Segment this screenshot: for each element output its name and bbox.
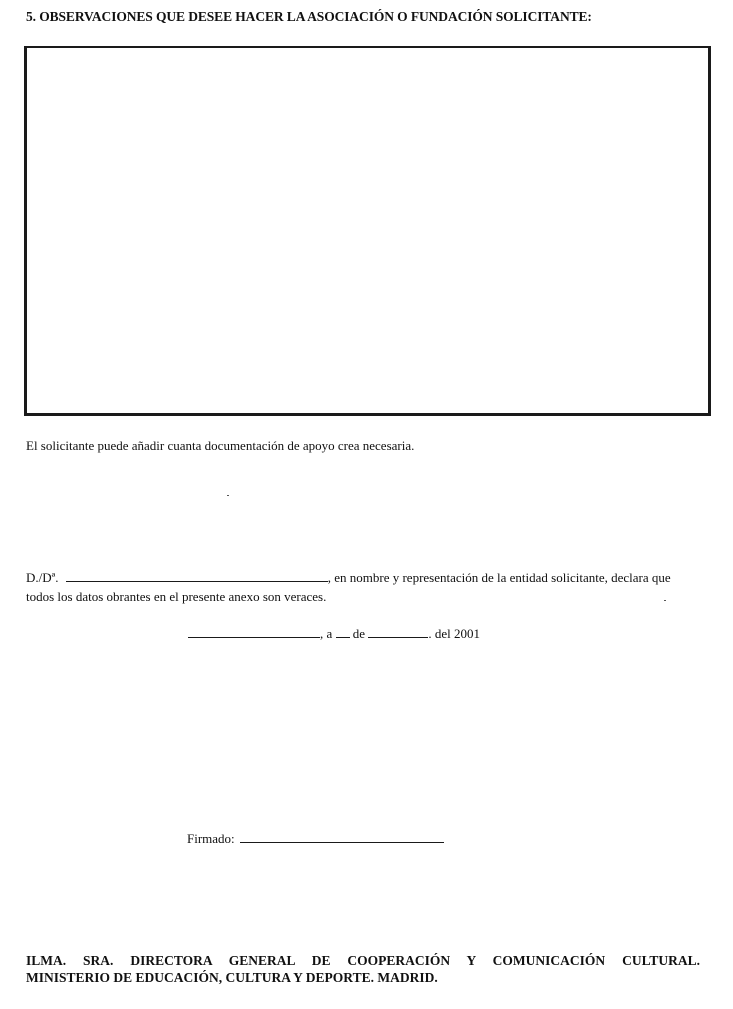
- place-date-line: [0, 626, 480, 642]
- month-field[interactable]: [368, 626, 428, 638]
- declarant-name-field[interactable]: [66, 570, 328, 582]
- addressee-line-2: MINISTERIO DE EDUCACIÓN, CULTURA Y DEPORTE. MADRID.: [26, 970, 438, 985]
- declaration-line-1: [26, 570, 671, 586]
- declaration-line-2: todos los datos obrantes en el presente anexo son veraces.: [26, 589, 327, 604]
- signature-field[interactable]: [240, 831, 444, 843]
- scan-speck: [664, 600, 666, 601]
- date-de-text: de: [352, 626, 366, 641]
- day-field[interactable]: [336, 626, 350, 638]
- addressee-block: [26, 952, 700, 986]
- signature-line: [187, 831, 444, 847]
- date-a-text: , a: [320, 626, 333, 641]
- declaration-line-1-text: , en nombre y representación de la entidad solicitante, declara que: [327, 570, 671, 585]
- section-5-heading: 5. OBSERVACIONES QUE DESEE HACER LA ASOCIACIÓN O FUNDACIÓN SOLICITANTE:: [26, 9, 592, 24]
- date-year-text: . del 2001: [428, 626, 480, 641]
- declarant-prefix: D./Dª.: [26, 570, 59, 585]
- addressee-line-1: ILMA. SRA. DIRECTORA GENERAL DE COOPERACIÓN Y COMUNICACIÓN CULTURAL.: [26, 953, 700, 968]
- scan-speck: [227, 495, 229, 496]
- signature-label: Firmado:: [187, 831, 235, 846]
- supporting-docs-note: El solicitante puede añadir cuanta documentación de apoyo crea necesaria.: [26, 438, 415, 453]
- observations-box[interactable]: [24, 46, 711, 416]
- place-field[interactable]: [188, 626, 320, 638]
